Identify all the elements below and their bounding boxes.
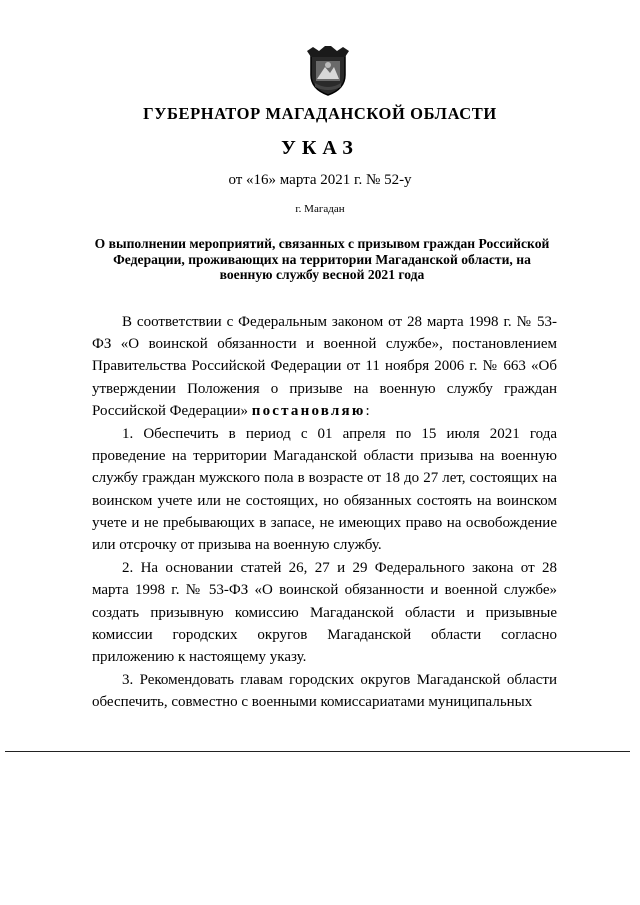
- item-2-paragraph: 2. На основании статей 26, 27 и 29 Федерального закона от 28 марта 1998 г. № 53-ФЗ «О воинской обязанности и военной службе» создать призывную комиссию Магаданской области и призывные комиссии городских округов Магаданской области согласно приложению к настоящему указу.: [92, 560, 557, 666]
- date-and-number: от «16» марта 2021 г. № 52-у: [228, 172, 412, 188]
- page-divider: [5, 751, 630, 752]
- coat-of-arms-icon: [303, 45, 353, 97]
- intro-text: В соответствии с Федеральным законом от 28 марта 1998 г. № 53-ФЗ «О воинской обязанности и военной службе», постановлением Правительства Российской Федерации от 11 ноября 2006 г. № 663 «Об утверждении Положения о призыве на военную службу граждан Российской Федерации»: [92, 314, 557, 419]
- intro-colon: :: [365, 402, 370, 419]
- decree-keyword: постановляю: [251, 402, 366, 419]
- document-type: УКАЗ: [281, 137, 359, 159]
- item-3-paragraph: 3. Рекомендовать главам городских округов Магаданской области обеспечить, совместно с военными комиссариатами муниципальных: [92, 672, 557, 711]
- document-title: О выполнении мероприятий, связанных с призывом граждан Российской Федерации, проживающих на территории Магаданской области, на военную службу весной 2021 года: [94, 236, 550, 282]
- issue-city: г. Магадан: [295, 203, 345, 215]
- document-body: [92, 311, 557, 714]
- issuing-authority: ГУБЕРНАТОР МАГАДАНСКОЙ ОБЛАСТИ: [143, 104, 497, 123]
- item-1-paragraph: 1. Обеспечить в период с 01 апреля по 15 июля 2021 года проведение на территории Магаданской области призыва на военную службу граждан мужского пола в возрасте от 18 до 27 лет, состоящих на воинском учете или не состоящих, но обязанных состоять на воинском учете и не пребывающих в запасе, не имеющих право на освобождение или отсрочку от призыва на военную службу.: [92, 426, 557, 554]
- intro-paragraph: [92, 311, 557, 422]
